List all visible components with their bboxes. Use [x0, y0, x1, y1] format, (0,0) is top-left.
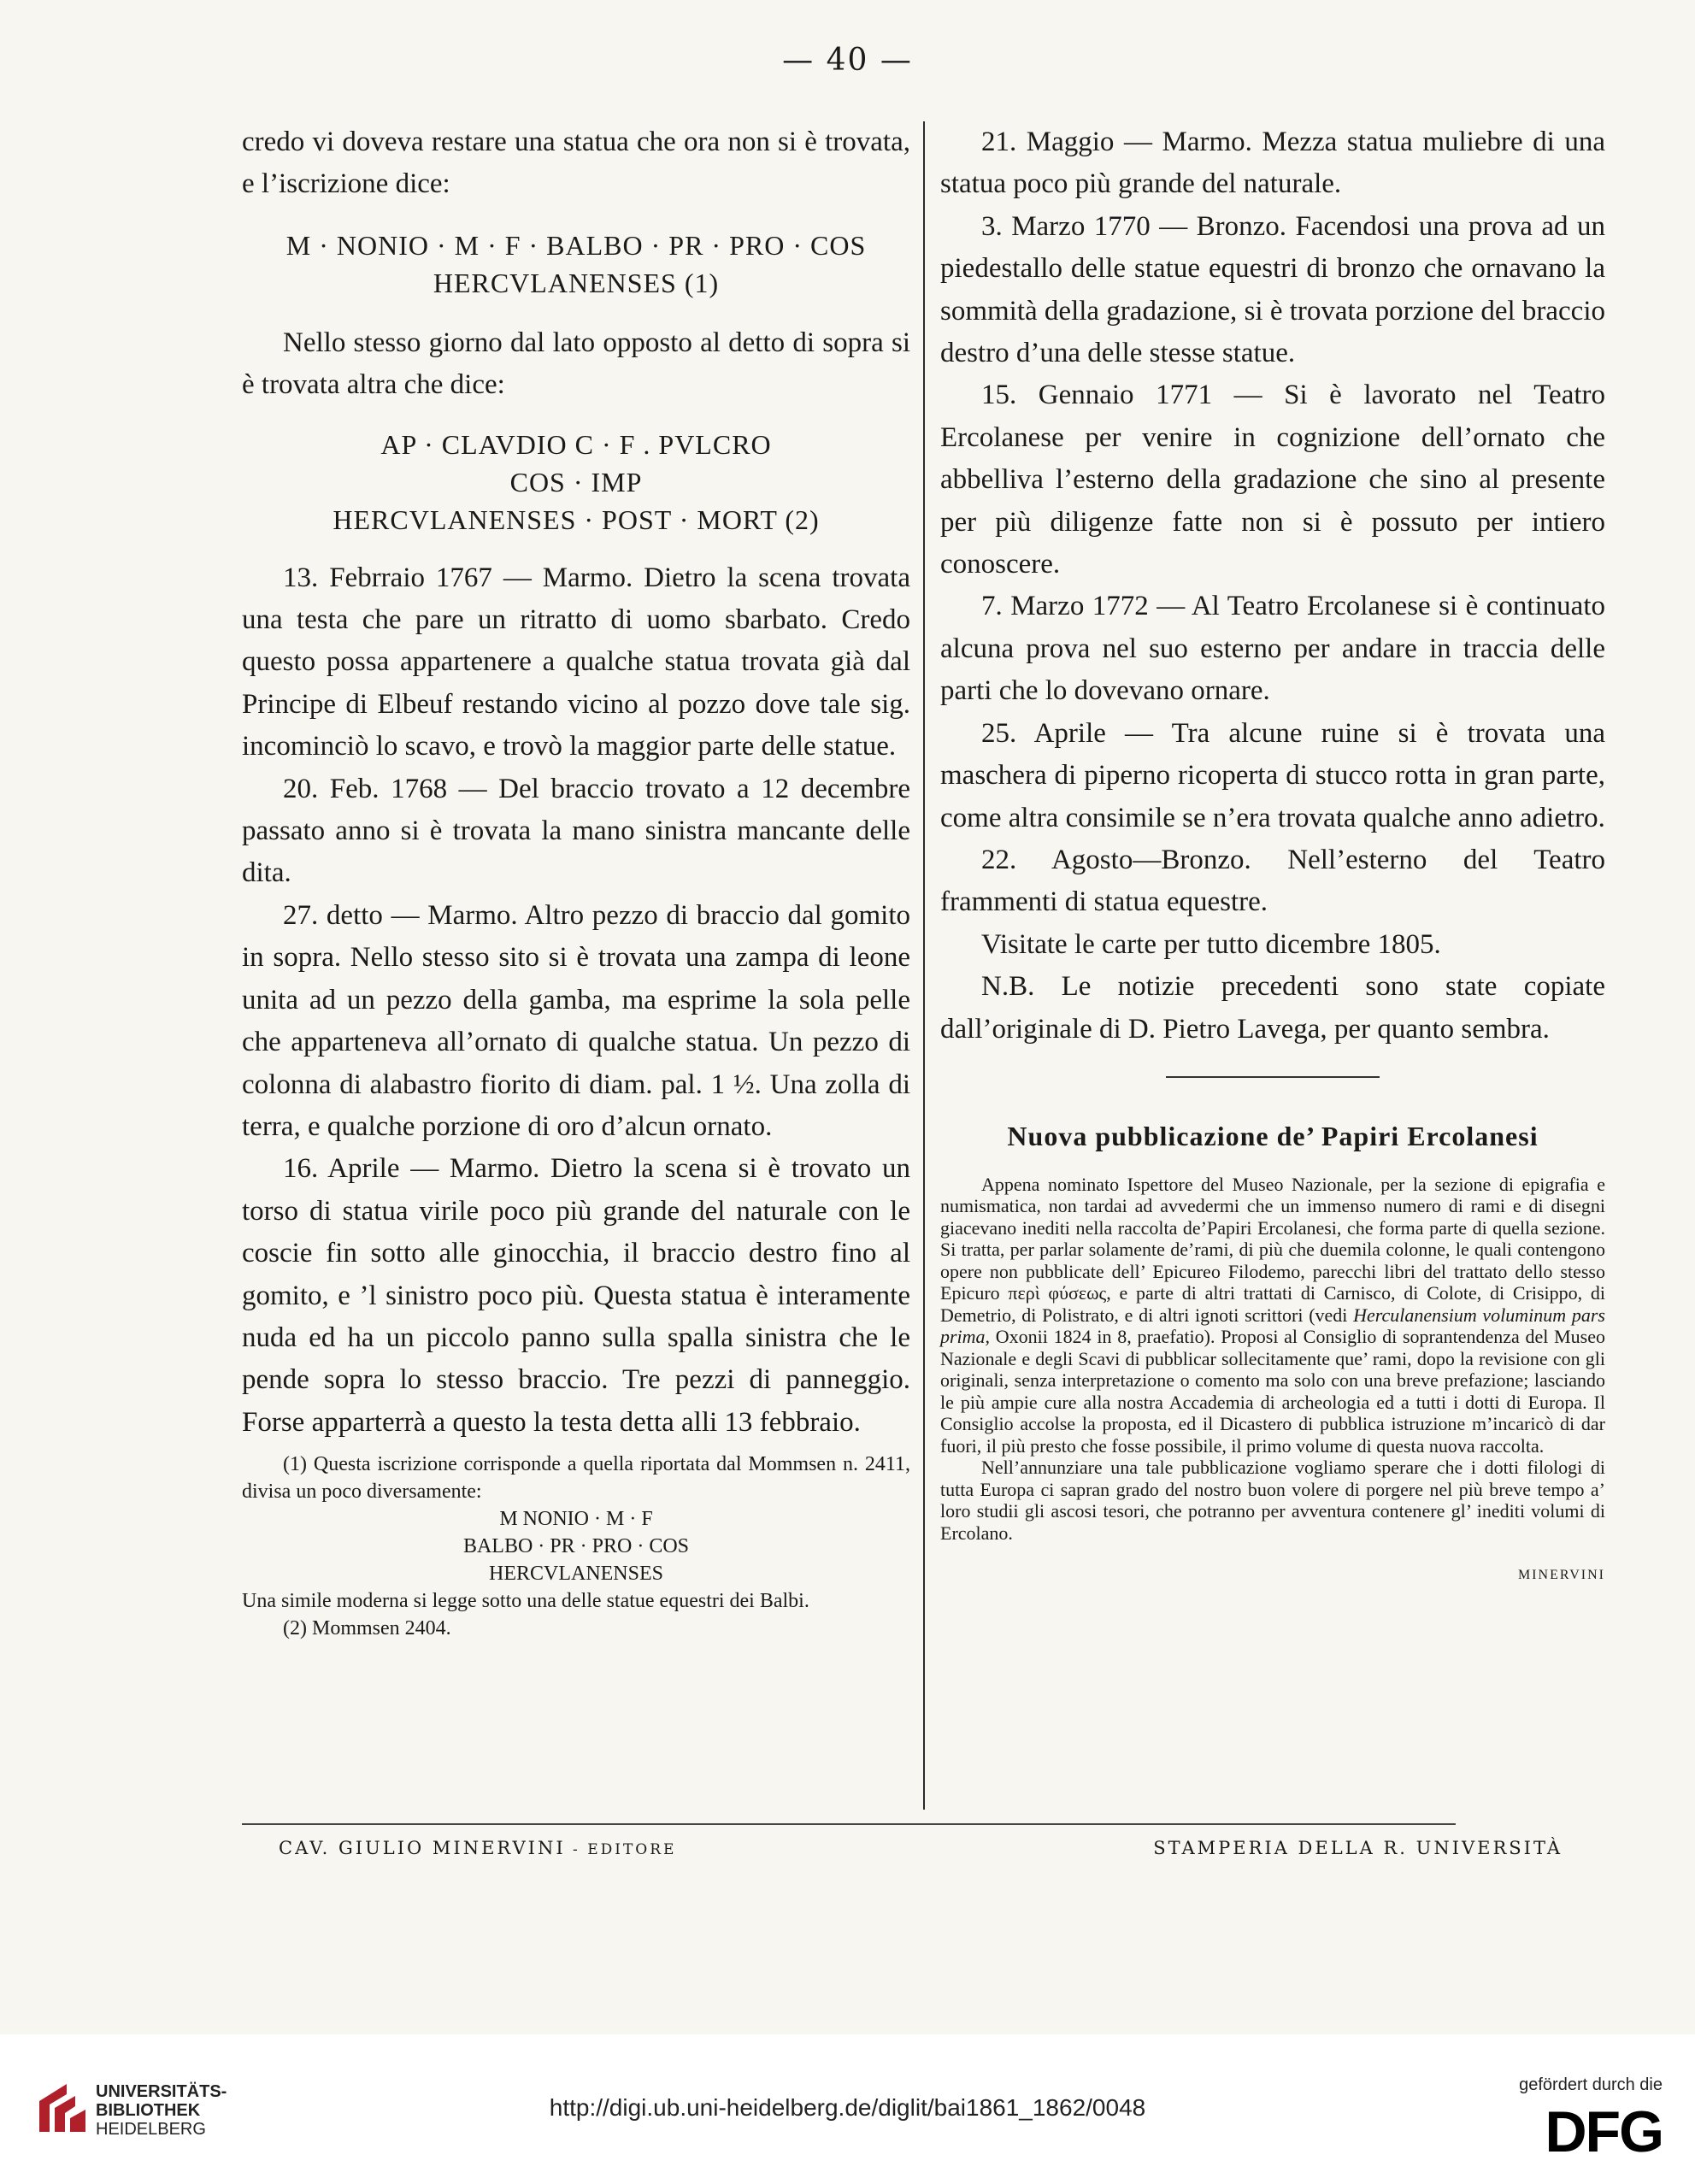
- right-paragraph-4: 7. Marzo 1772 — Al Teatro Ercolanese si è continuato alcuna prova nel suo esterno per andare in traccia delle parti che lo dovevano ornare.: [940, 591, 1605, 707]
- right-paragraph-1: 21. Maggio — Marmo. Mezza statua muliebre di una statua poco più grande del naturale.: [940, 127, 1605, 200]
- inscription-2: [242, 426, 910, 539]
- funded-by-label: gefördert durch die: [1519, 2075, 1663, 2094]
- section-separator: [1166, 1076, 1380, 1078]
- right-paragraph-3: 15. Gennaio 1771 — Si è lavorato nel Teatro Ercolanese per venire in cognizione dell’ornato che abbelliva l’esterno della gradazione che sino al presente per più diligenze fatte non si è possuto per intiero conoscere.: [940, 380, 1605, 580]
- section-paragraph-1-italic: Herculanensium voluminum pars prima,: [940, 1304, 1605, 1348]
- right-paragraph-2: 3. Marzo 1770 — Bronzo. Facendosi una prova ad un piedestallo delle statue equestri di bronzo che ornavano la sommità della gradazione, si è trovata porzione del braccio destro d’una delle stesse statue.: [940, 210, 1605, 369]
- footnote-1-end: Una simile moderna si legge sotto una delle statue equestri dei Balbi.: [242, 1590, 809, 1613]
- footer-editor-name: CAV. GIULIO MINERVINI: [279, 1838, 566, 1858]
- source-url[interactable]: http://digi.ub.uni-heidelberg.de/diglit/bai1861_1862/0048: [549, 2094, 1146, 2121]
- right-paragraph-6: 22. Agosto—Bronzo. Nell’esterno del Teatro frammenti di statua equestre.: [940, 844, 1605, 918]
- inscription-1-line-1: M · NONIO · M · F · BALBO · PR · PRO · COS: [285, 229, 867, 261]
- page-number: — 40 —: [782, 43, 913, 78]
- inscription-1-line-2: HERCVLANENSES (1): [433, 267, 720, 298]
- right-paragraph-7: Visitate le carte per tutto dicembre 1805.: [981, 928, 1441, 960]
- left-paragraph-2: Nello stesso giorno dal lato opposto al detto di sopra si è trovata altra che dice:: [242, 327, 910, 401]
- right-paragraph-5: 25. Aprile — Tra alcune ruine si è trovata una maschera di piperno ricoperta di stucco rotta in gran parte, come altra consimile se n’era trovata qualche anno adietro.: [940, 717, 1605, 833]
- inscription-2-line-1: AP · CLAVDIO C · F . PVLCRO: [380, 428, 772, 460]
- column-divider: [923, 121, 925, 1810]
- library-name-line-3: HEIDELBERG: [96, 2120, 206, 2139]
- right-column: [940, 121, 1605, 1597]
- dfg-logo: DFG: [1545, 2099, 1663, 2164]
- footnote-2: (2) Mommsen 2404.: [283, 1617, 451, 1640]
- footnote-1-line-1: M NONIO · M · F: [499, 1508, 653, 1531]
- left-paragraph-1: credo vi doveva restare una statua che ora non si è trovata, e l’iscrizione dice:: [242, 127, 910, 200]
- section-paragraph-1-end: Oxonii 1824 in 8, praefatio). Proposi al Consiglio di soprantendenza del Museo Nazionale e degli Scavi di pubblicar sollecitamente que’ rami, dopo la revisione con gli originali, senza interpretazione o comento ma solo con una breve prefazione; lasciando le più ampie cure alla nostra Accademia di archeologia ed a tutti i dotti di Europa. Il Consiglio accolse la proposta, ed il Dicastero di pubblica istruzione m’incaricò di dar fuori, il più presto che fosse possibile, il primo volume di questa nuova raccolta.: [940, 1326, 1605, 1457]
- right-paragraph-8: N.B. Le notizie precedenti sono state copiate dall’originale di D. Pietro Lavega, per quanto sembra.: [940, 971, 1605, 1045]
- inscription-2-line-3: HERCVLANENSES · POST · MORT (2): [333, 503, 820, 535]
- bottom-bar: [0, 2034, 1695, 2184]
- left-paragraph-5: 27. detto — Marmo. Altro pezzo di braccio dal gomito in sopra. Nello stesso sito si è trovata una zampa di leone unita ad un pezzo della gamba, ma esprime la sola pelle che apparteneva all’ornato di qualche statua. Un pezzo di colonna di alabastro fiorito di diam. pal. 1 ½. Una zolla di terra, e qualche porzione di oro d’alcun ornato.: [242, 899, 910, 1142]
- footnote-1-line-2: BALBO · PR · PRO · COS: [462, 1535, 690, 1558]
- section-paragraph-1: [940, 1174, 1605, 1457]
- left-column: [242, 121, 910, 1642]
- library-name-line-1: UNIVERSITÄTS-: [96, 2082, 227, 2101]
- footnote-1: (1) Questa iscrizione corrisponde a quella riportata dal Mommsen n. 2411, divisa un poco diversamente:: [242, 1453, 910, 1504]
- section-paragraph-2: Nell’annunziare una tale pubblicazione vogliamo sperare che i dotti filologi di tutta Europa ci sapran grado del nostro buon volere di porgere nel più breve tempo a’ loro studii gli ascosi tesori, che potranno per avventura contenere gl’ inediti volumi di Ercolano.: [940, 1457, 1605, 1544]
- left-paragraph-6: 16. Aprile — Marmo. Dietro la scena si è trovato un torso di statua virile poco più grande del naturale con le coscie fin sotto alle ginocchia, il braccio destro fino al gomito, e ’l sinistro poco più. Questa statua è interamente nuda ed ha un piccolo panno sulla spalla sinistra che le pende sopra lo stesso braccio. Tre pezzi di panneggio. Forse apparterrà a questo la testa detta alli 13 febbraio.: [242, 1153, 910, 1438]
- footer-editor-role: - EDITORE: [565, 1841, 677, 1858]
- left-paragraph-3: 13. Febrraio 1767 — Marmo. Dietro la scena trovata una testa che pare un ritratto di uomo sbarbato. Credo questo possa appartenere a qualche statua trovata già dal Principe di Elbeuf restando vicino al pozzo dove tale sig. incominciò lo scavo, e trovò la maggior parte delle statue.: [242, 562, 910, 762]
- left-paragraph-4: 20. Feb. 1768 — Del braccio trovato a 12 decembre passato anno si è trovata la mano sinistra mancante delle dita.: [242, 773, 910, 889]
- section-title: Nuova pubblicazione de’ Papiri Ercolanesi: [1007, 1120, 1539, 1151]
- footnotes: [242, 1451, 910, 1642]
- section-paragraph-1-start: Appena nominato Ispettore del Museo Nazionale, per la sezione di epigrafia e numismatica, non tardai ad avvedermi che un immenso numero di rami e di disegni giacevano inediti nella raccolta de’Papiri Ercolanesi, che forma parte di quella sezione. Si tratta, per parlar solamente de’rami, di più che duemila colonne, le quali contengono opere non pubblicate dell’ Epicureo Filodemo, parecchi libri del trattato dello stesso Epicuro περὶ φύσεως, e parte di altri trattati di Carnisco, di Colote, di Crisippo, di Demetrio, di Polistrato, e di altri ignoti scrittori (vedi: [940, 1173, 1605, 1326]
- footnote-1-line-3: HERCVLANENSES: [488, 1563, 663, 1586]
- footer-editor: [279, 1838, 676, 1858]
- signature: MINERVINI: [1517, 1568, 1605, 1583]
- inscription-2-line-2: COS · IMP: [509, 466, 643, 497]
- library-name-line-2: BIBLIOTHEK: [96, 2101, 201, 2120]
- bottom-rule: [242, 1823, 1456, 1825]
- inscription-1: [242, 227, 910, 302]
- footer-printer: STAMPERIA DELLA R. UNIVERSITÀ: [1153, 1838, 1563, 1858]
